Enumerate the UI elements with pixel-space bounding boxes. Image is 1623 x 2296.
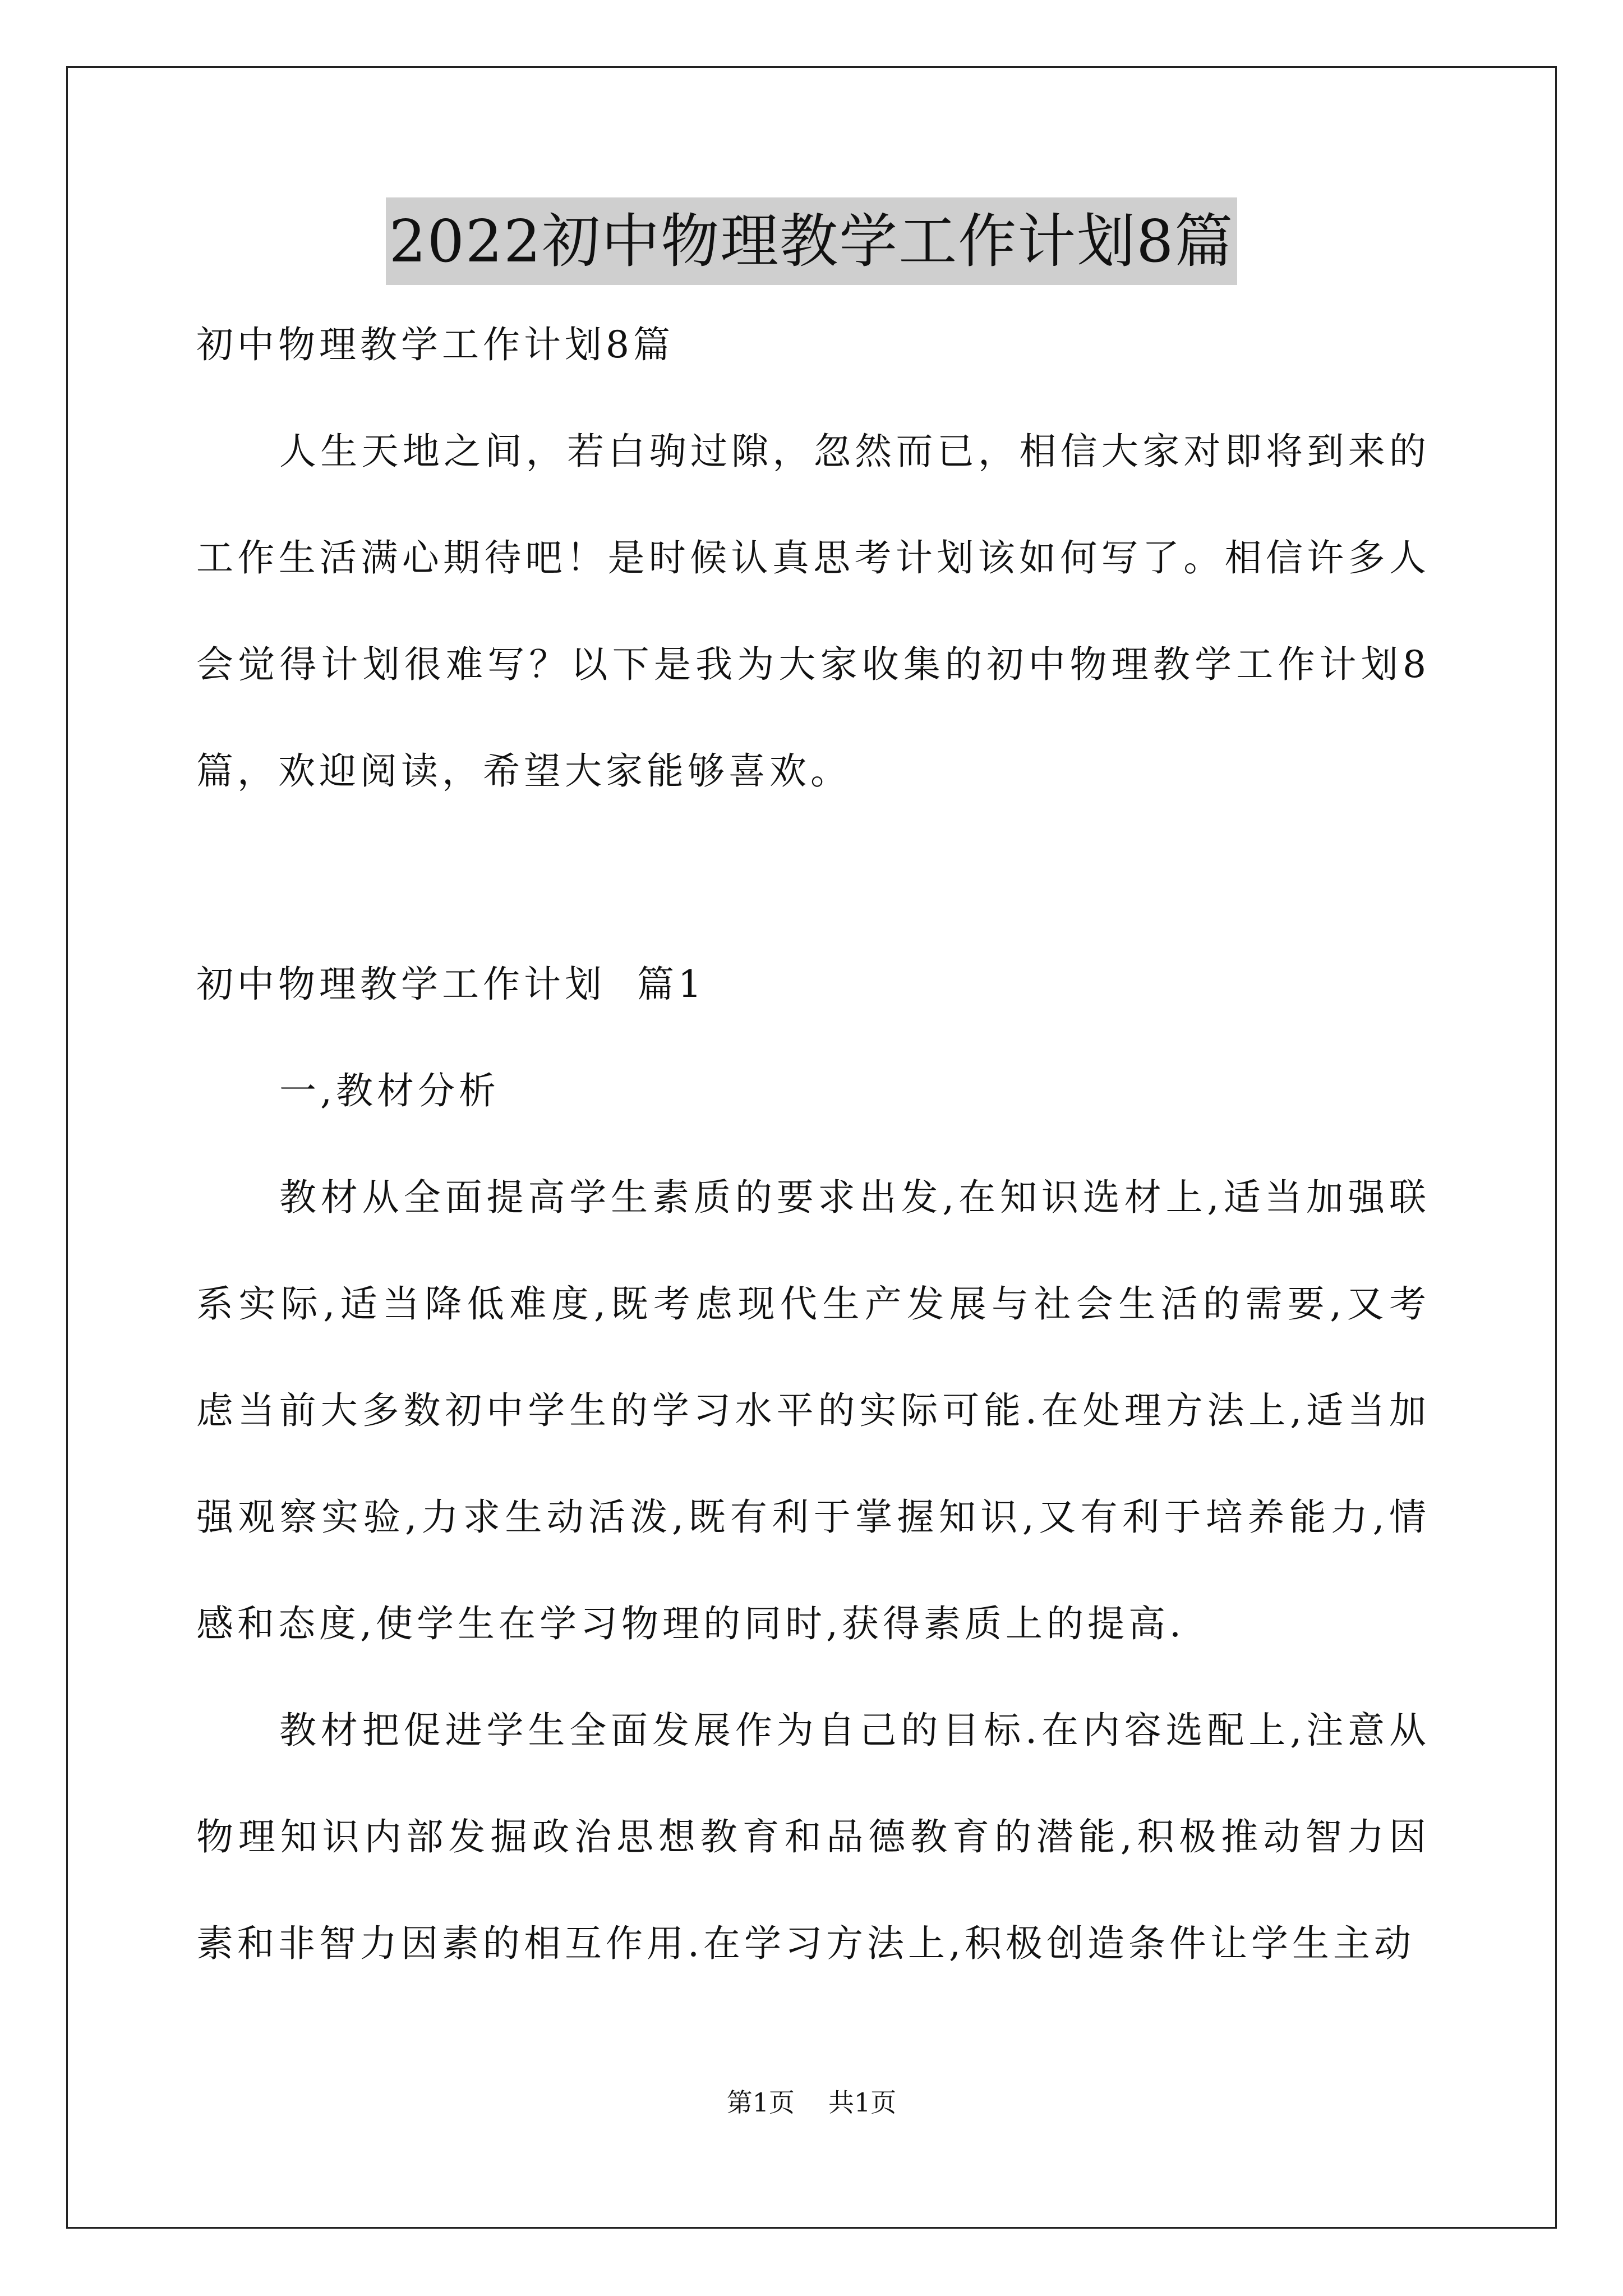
document-body — [196, 292, 1430, 1997]
body-paragraph-1: 教材从全面提高学生素质的要求出发,在知识选材上,适当加强联系实际,适当降低难度,既考虑现代生产发展与社会生活的需要,又考虑当前大多数初中学生的学习水平的实际可能.在处理方法上,适当加强观察实验,力求生动活泼,既有利于掌握知识,又有利于培养能力,情感和态度,使学生在学习物理的同时,获得素质上的提高. — [196, 1176, 1430, 1645]
page-footer — [0, 2086, 1623, 2119]
document-title: 2022初中物理教学工作计划8篇 — [386, 197, 1238, 285]
intro-paragraph: 人生天地之间，若白驹过隙，忽然而已，相信大家对即将到来的工作生活满心期待吧！是时候认真思考计划该如何写了。相信许多人会觉得计划很难写？以下是我为大家收集的初中物理教学工作计划8篇，欢迎阅读，希望大家能够喜欢。 — [196, 430, 1430, 793]
subsection-heading: 一,教材分析 — [279, 1069, 500, 1112]
section-heading: 初中物理教学工作计划 篇1 — [196, 963, 706, 1006]
body-paragraph-2: 教材把促进学生全面发展作为自己的目标.在内容选配上,注意从物理知识内部发掘政治思想教育和品德教育的潜能,积极推动智力因素和非智力因素的相互作用.在学习方法上,积极创造条件让学生主动 — [196, 1709, 1430, 1965]
document-subtitle: 初中物理教学工作计划8篇 — [196, 323, 674, 366]
page-total: 共1页 — [828, 2087, 897, 2118]
page-number: 第1页 — [726, 2087, 795, 2118]
title-container — [0, 197, 1623, 285]
